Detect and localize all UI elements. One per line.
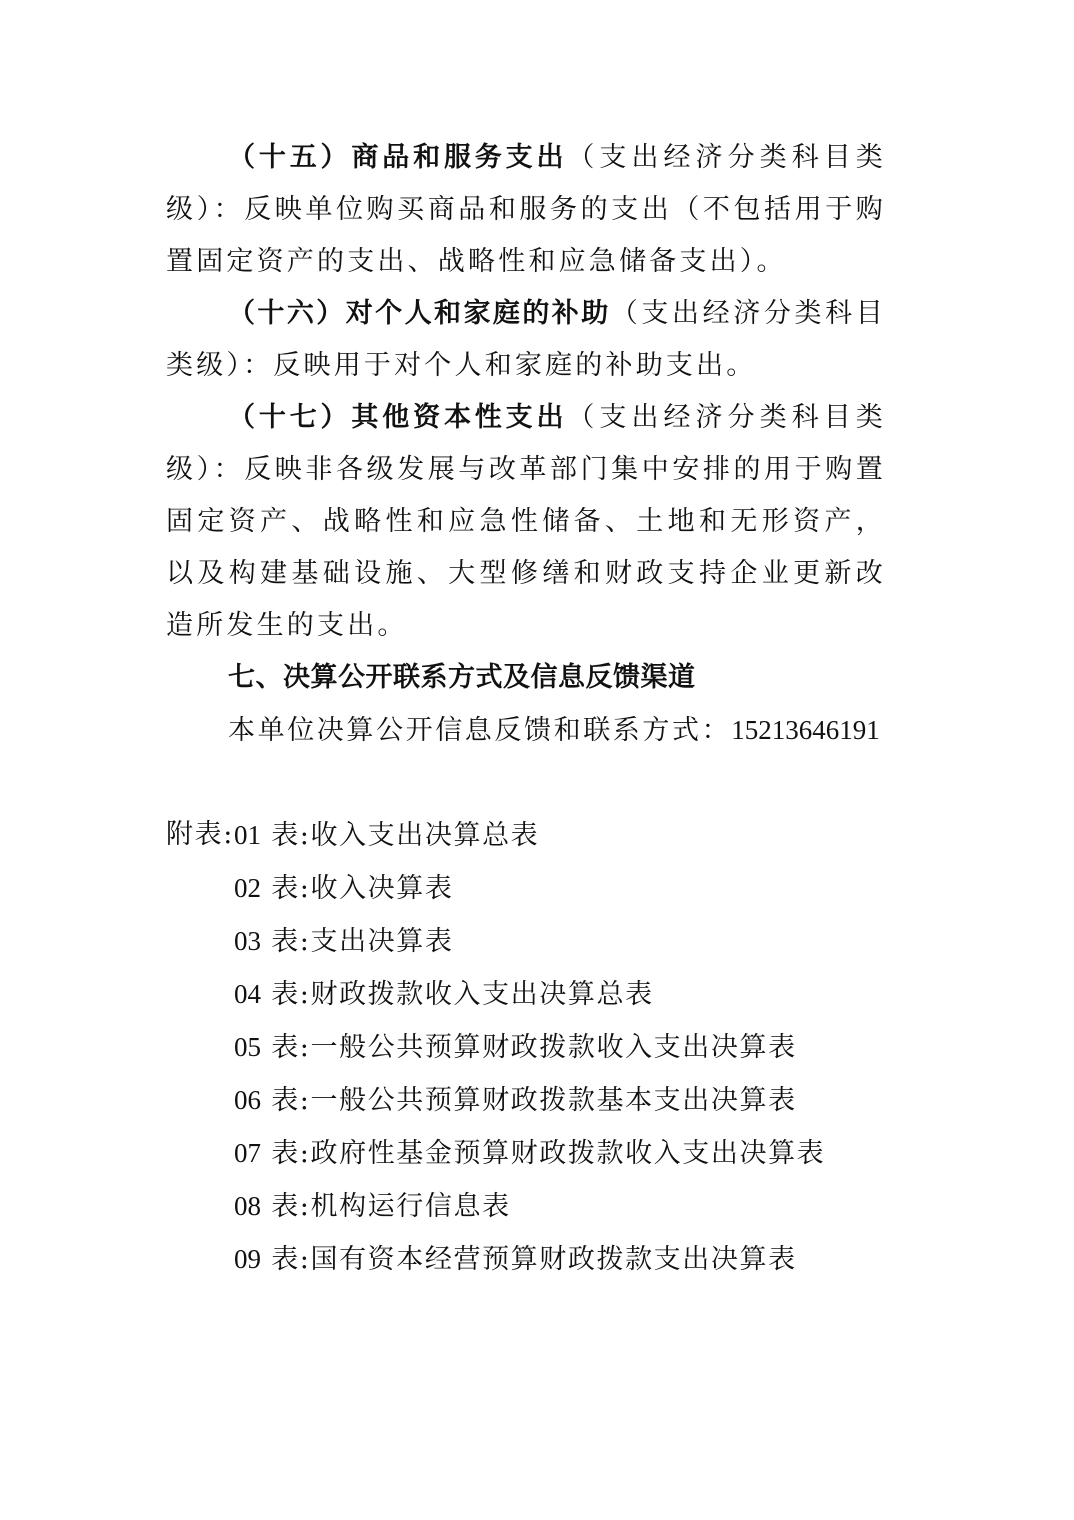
attachment-item xyxy=(234,1180,511,1233)
attachment-code: 07 xyxy=(234,1138,261,1168)
attachment-item xyxy=(234,968,654,1021)
attachment-title: 表:收入决算表 xyxy=(271,873,454,904)
section-text: （支出经济分类科目类级）：反映非各级发展与改革部门集中安排的用于购置固定资产、战略性和应急性储备、土地和无形资产，以及构建基础设施、大型修缮和财政支持企业更新改造所发生的支出。 xyxy=(166,402,887,641)
attachment-title: 表:支出决算表 xyxy=(271,926,454,957)
attachment-code: 06 xyxy=(234,1085,261,1115)
attachment-title: 表:财政拨款收入支出决算总表 xyxy=(271,979,654,1010)
attachment-code: 01 xyxy=(234,820,261,850)
attachment-item xyxy=(234,915,453,968)
attachment-row xyxy=(166,1074,886,1127)
document-page xyxy=(166,132,886,1286)
attachment-item xyxy=(234,1127,825,1180)
attachment-title: 表:机构运行信息表 xyxy=(271,1191,511,1222)
attachment-code: 05 xyxy=(234,1032,261,1062)
attachment-code: 04 xyxy=(234,979,261,1009)
attachment-row xyxy=(166,968,886,1021)
attachment-code: 03 xyxy=(234,926,261,956)
attachment-row xyxy=(166,1021,886,1074)
contact-line xyxy=(166,704,886,757)
attachment-title: 表:一般公共预算财政拨款基本支出决算表 xyxy=(271,1085,797,1116)
attachment-title: 表:政府性基金预算财政拨款收入支出决算表 xyxy=(271,1138,826,1169)
attachment-title: 表:一般公共预算财政拨款收入支出决算表 xyxy=(271,1032,797,1063)
chapter-heading: 七、决算公开联系方式及信息反馈渠道 xyxy=(228,662,696,693)
section-title: （十六）对个人和家庭的补助 xyxy=(228,298,611,329)
attachment-item xyxy=(234,809,539,862)
attachment-row xyxy=(166,1180,886,1233)
attachment-item xyxy=(234,1074,797,1127)
attachment-title: 表:国有资本经营预算财政拨款支出决算表 xyxy=(271,1244,797,1275)
attachment-row xyxy=(166,809,886,862)
section-paragraph xyxy=(166,132,886,288)
attachment-row xyxy=(166,915,886,968)
attachment-code: 02 xyxy=(234,873,261,903)
attachment-row xyxy=(166,862,886,915)
section-title: （十七）其他资本性支出 xyxy=(228,402,568,433)
attachment-prefix: 附表: xyxy=(166,819,234,850)
contact-label: 本单位决算公开信息反馈和联系方式： xyxy=(228,715,732,746)
attachment-item xyxy=(234,1021,797,1074)
attachment-item xyxy=(234,1233,797,1286)
contact-phone: 15213646191 xyxy=(731,715,880,745)
attachment-code: 08 xyxy=(234,1191,261,1221)
attachment-row xyxy=(166,1233,886,1286)
section-text: （支出经济分类科目类级）：反映单位购买商品和服务的支出（不包括用于购置固定资产的支出、战略性和应急储备支出）。 xyxy=(166,142,887,277)
section-paragraph xyxy=(166,392,886,652)
attachment-row xyxy=(166,1127,886,1180)
section-text: （支出经济分类科目类级）：反映用于对个人和家庭的补助支出。 xyxy=(166,298,886,381)
attachment-list xyxy=(166,809,886,1286)
attachment-item xyxy=(234,862,453,915)
attachment-title: 表:收入支出决算总表 xyxy=(271,820,540,851)
attachment-code: 09 xyxy=(234,1244,261,1274)
section-paragraph xyxy=(166,288,886,392)
section-title: （十五）商品和服务支出 xyxy=(228,142,568,173)
